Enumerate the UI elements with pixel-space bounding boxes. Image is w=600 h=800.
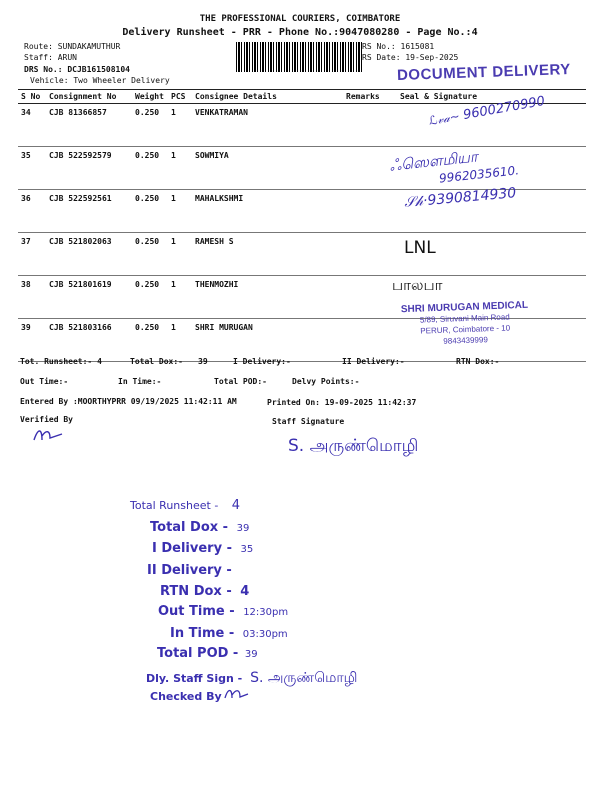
delvy-points: Delvy Points:- (292, 377, 360, 386)
tot-runsheet: Tot. Runsheet:- 4 (20, 357, 102, 366)
summary-staff-sign: Dly. Staff Sign - S. அருண்மொழி (146, 670, 358, 686)
row-weight: 0.250 (132, 233, 168, 276)
staff-signature-label: Staff Signature (272, 417, 345, 426)
col-sno: S No (18, 90, 46, 104)
col-weight: Weight (132, 90, 168, 104)
row-consignee: MAHALKSHMI (192, 190, 343, 233)
row-weight: 0.250 (132, 104, 168, 147)
stamp-phone: 9843439999 (443, 335, 488, 346)
row-consignee: THENMOZHI (192, 276, 343, 319)
col-consignment: Consignment No (46, 90, 132, 104)
summary-in-time: In Time - 03:30pm (170, 626, 288, 641)
signature-row-35: ஃஸௌமியா 9962035610. (388, 147, 520, 186)
row-consignment: CJB 522592561 (46, 190, 132, 233)
signature-row-36: 𝒮𝒽·9390814930 (403, 185, 517, 211)
signature-row-37: LNL (404, 238, 436, 258)
verified-by: Verified By (20, 415, 73, 424)
verified-signature-mark (30, 426, 70, 446)
row-pcs: 1 (168, 190, 192, 233)
row-consignee: SOWMIYA (192, 147, 343, 190)
document-delivery-stamp: DOCUMENT DELIVERY (396, 60, 572, 85)
row-sno: 36 (18, 190, 46, 233)
row-pcs: 1 (168, 319, 192, 362)
company-title: THE PROFESSIONAL COURIERS, COIMBATORE (199, 14, 401, 24)
row-sno: 35 (18, 147, 46, 190)
col-pcs: PCS (168, 90, 192, 104)
row-sno: 39 (18, 319, 46, 362)
ii-delivery: II Delivery:- (342, 357, 405, 366)
row-consignment: CJB 522592579 (46, 147, 132, 190)
row-pcs: 1 (168, 233, 192, 276)
rs-no: RS No.: 1615081 (362, 42, 435, 51)
total-pod: Total POD:- (214, 377, 267, 386)
row-sno: 37 (18, 233, 46, 276)
col-seal-signature: Seal & Signature (397, 90, 586, 104)
row-weight: 0.250 (132, 276, 168, 319)
stamp-address-2: PERUR, Coimbatore - 10 (420, 323, 511, 336)
row-pcs: 1 (168, 276, 192, 319)
col-consignee: Consignee Details (192, 90, 343, 104)
summary-total-runsheet: Total Runsheet - 4 (130, 498, 241, 513)
row-consignee: VENKATRAMAN (192, 104, 343, 147)
row-consignment: CJB 81366857 (46, 104, 132, 147)
staff: Staff: ARUN (24, 53, 77, 62)
rtn-dox: RTN Dox:- (456, 357, 500, 366)
summary-checked-by: Checked By (150, 690, 222, 703)
row-weight: 0.250 (132, 147, 168, 190)
rs-date: RS Date: 19-Sep-2025 (362, 53, 459, 62)
row-consignment: CJB 521803166 (46, 319, 132, 362)
row-weight: 0.250 (132, 319, 168, 362)
row-consignee: RAMESH S (192, 233, 343, 276)
col-remarks: Remarks (343, 90, 397, 104)
row-weight: 0.250 (132, 190, 168, 233)
summary-total-dox: Total Dox - 39 (150, 520, 250, 535)
vehicle: Vehicle: Two Wheeler Delivery (30, 76, 170, 85)
summary-rtn-dox: RTN Dox - 4 (160, 584, 250, 599)
summary-i-delivery: I Delivery - 35 (152, 541, 254, 556)
row-sno: 34 (18, 104, 46, 147)
runsheet-subtitle: Delivery Runsheet - PRR - Phone No.:9047080280 - Page No.:4 (122, 27, 478, 38)
stamp-name: SHRI MURUGAN MEDICAL (400, 299, 529, 316)
i-delivery: I Delivery:- (233, 357, 291, 366)
out-time: Out Time:- (20, 377, 69, 386)
row-remarks (343, 190, 397, 233)
row-consignee: SHRI MURUGAN (192, 319, 343, 362)
route: Route: SUNDAKAMUTHUR (24, 42, 121, 51)
total-dox-label: Total Dox:- (130, 357, 183, 366)
printed-on: Printed On: 19-09-2025 11:42:37 (267, 398, 417, 407)
total-dox-value: 39 (198, 357, 208, 366)
staff-sign-handwritten: S. அருண்மொழி (288, 436, 419, 456)
checked-by-signature-mark (222, 686, 252, 702)
row-remarks (343, 104, 397, 147)
entered-by: Entered By :MOORTHYPRR 09/19/2025 11:42:11 AM (20, 397, 237, 406)
barcode (236, 42, 362, 72)
in-time: In Time:- (118, 377, 162, 386)
summary-ii-delivery: II Delivery - (147, 563, 232, 578)
signature-row-34: ℒ𝓋𝒶~ 9600270990 (427, 93, 547, 129)
signature-row-38: பாலபா (392, 276, 443, 294)
row-remarks (343, 233, 397, 276)
summary-total-pod: Total POD - 39 (157, 646, 258, 661)
row-pcs: 1 (168, 147, 192, 190)
row-pcs: 1 (168, 104, 192, 147)
summary-out-time: Out Time - 12:30pm (158, 604, 289, 619)
stamp-address-1: 5/89, Siruvani Main Road (419, 312, 510, 325)
drs-no: DRS No.: DCJB161508104 (24, 65, 130, 74)
row-consignment: CJB 521802063 (46, 233, 132, 276)
row-consignment: CJB 521801619 (46, 276, 132, 319)
row-sno: 38 (18, 276, 46, 319)
medical-stamp (379, 299, 550, 349)
table-row (18, 233, 586, 276)
